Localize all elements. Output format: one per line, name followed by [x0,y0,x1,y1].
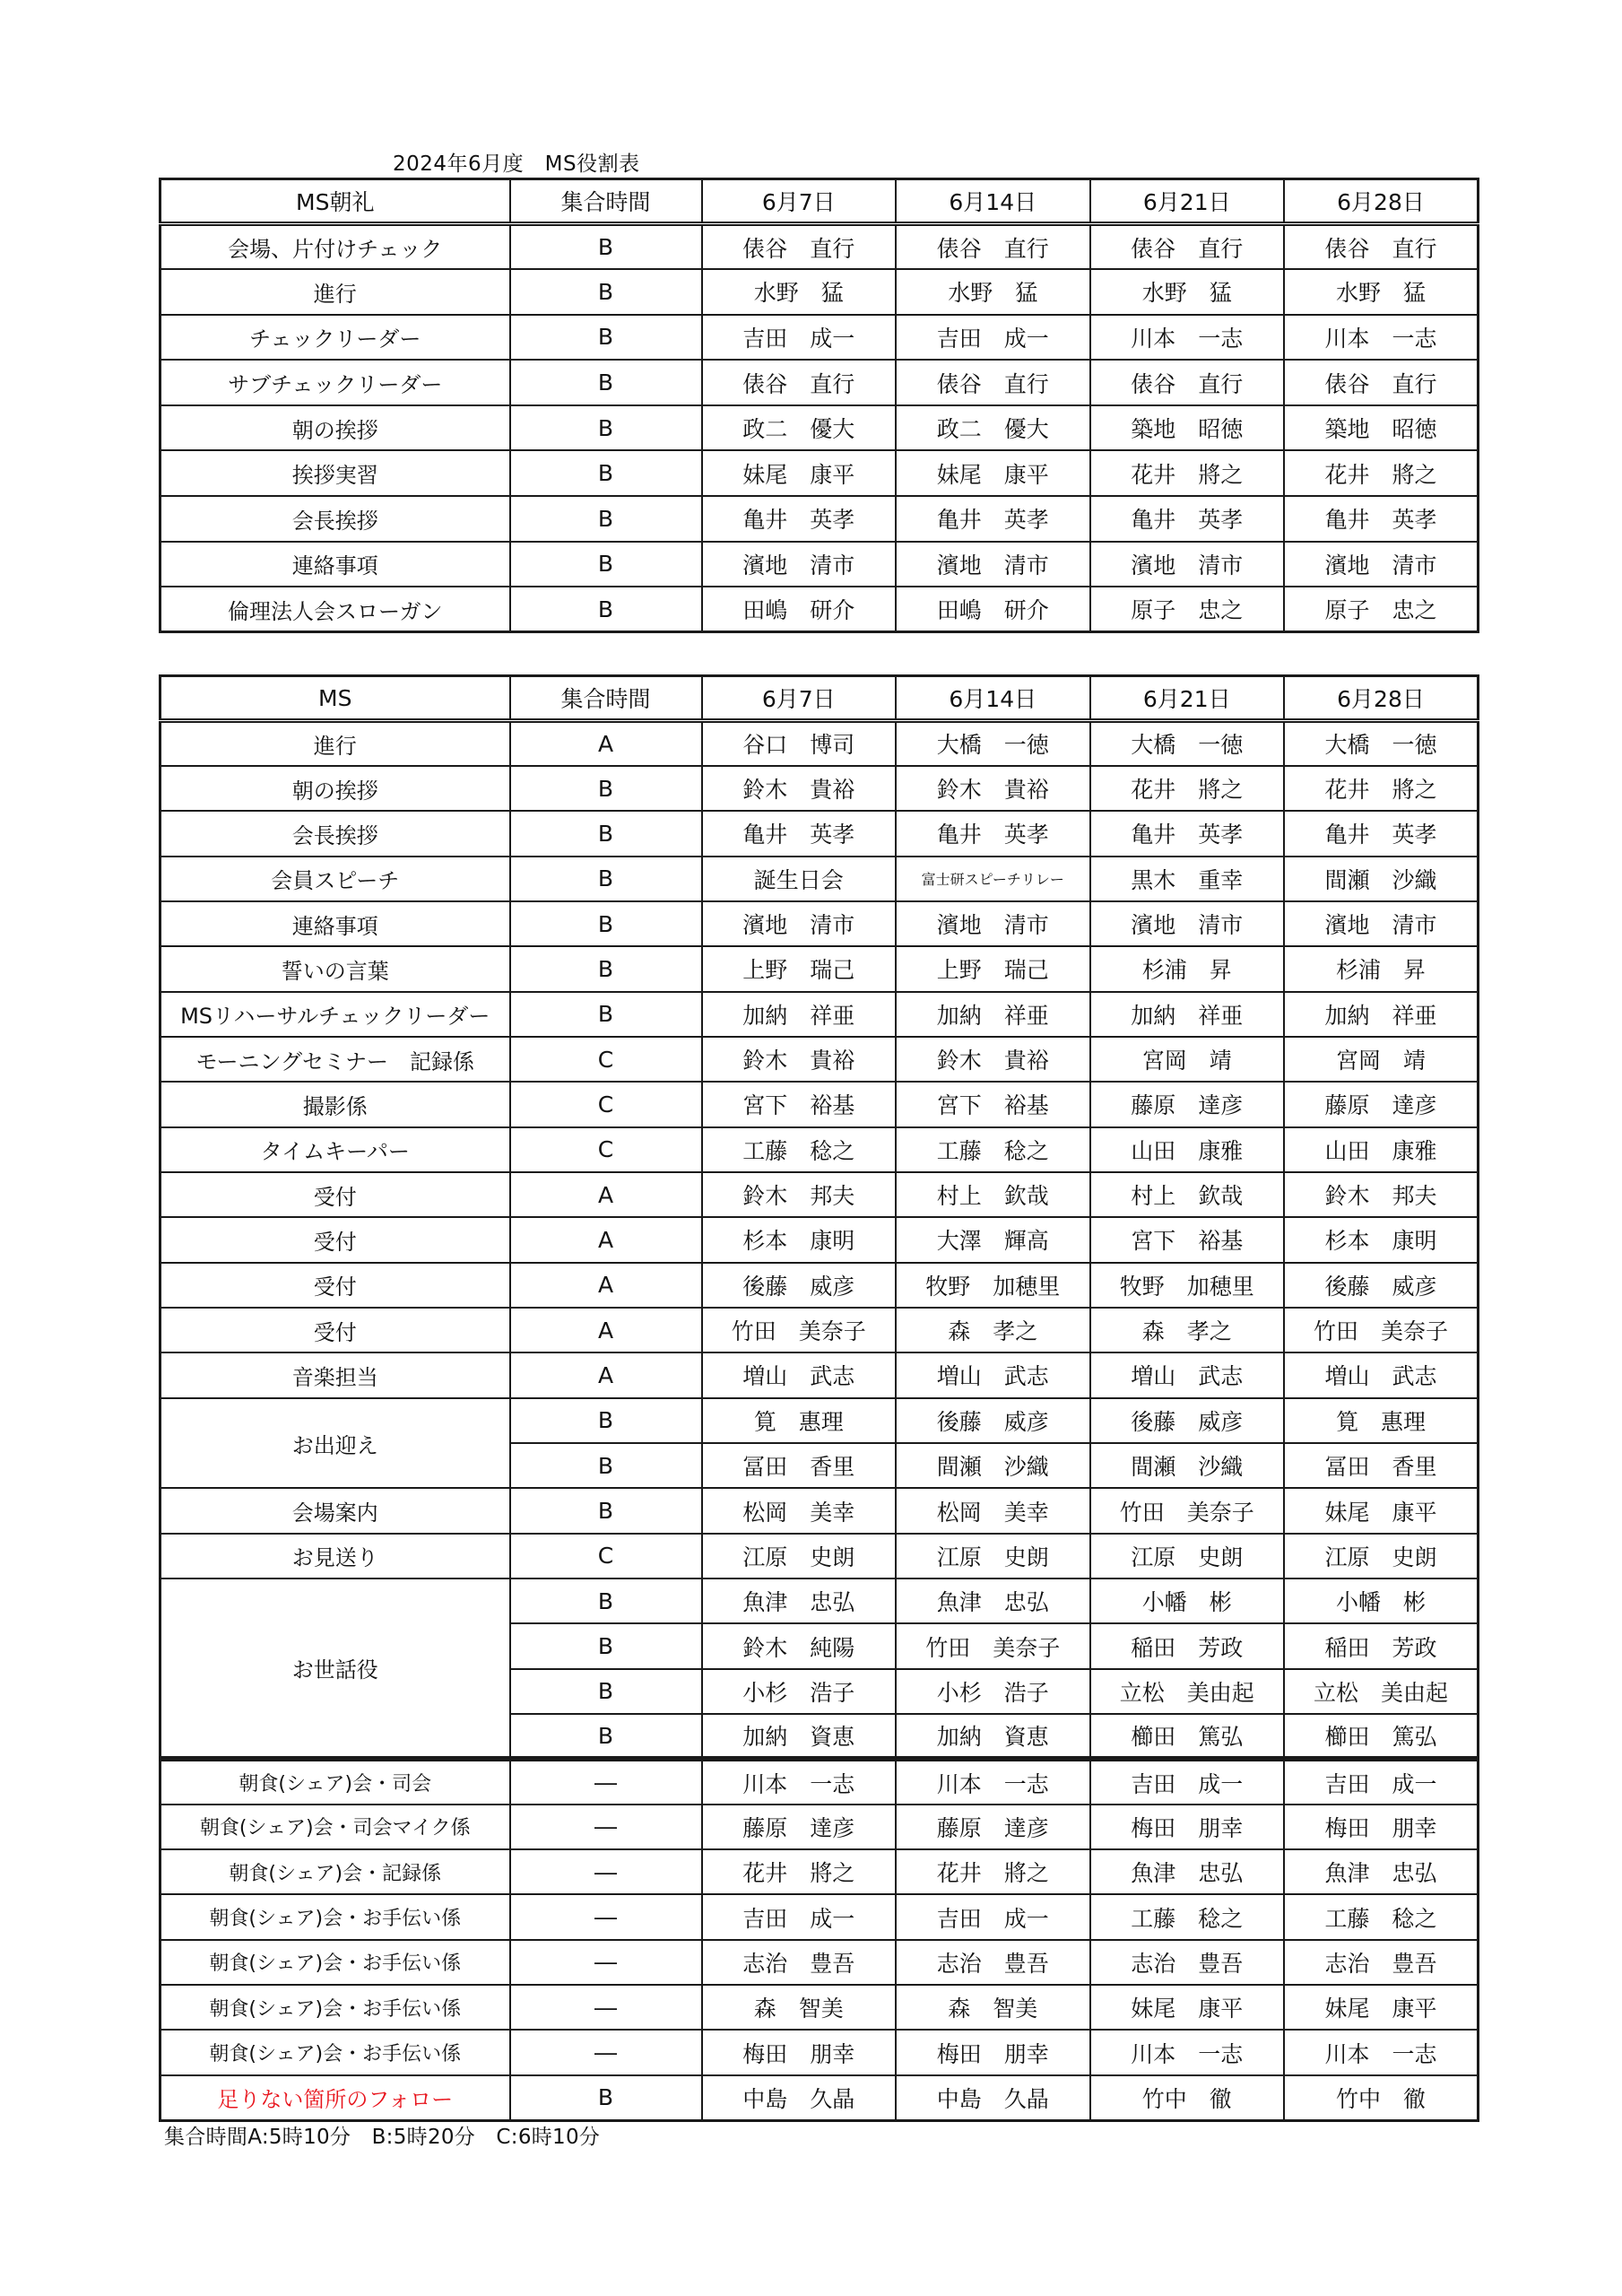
assembly-time-cell: A [510,1172,702,1217]
table-row [160,1805,1479,1849]
table-row [160,1308,1479,1352]
assembly-time-cell: C [510,1534,702,1578]
assignee-cell: 櫛田 篤弘 [1284,1714,1479,1759]
assignee-cell: 森 孝之 [896,1308,1090,1352]
assembly-time-cell: B [510,1578,702,1623]
assignee-cell: 竹田 美奈子 [896,1623,1090,1668]
assignee-cell: 川本 一志 [1090,2030,1285,2074]
assignee-cell: 増山 武志 [896,1352,1090,1397]
assignee-cell: 宮岡 靖 [1284,1037,1479,1082]
assembly-time-cell: B [510,315,702,361]
assignee-cell: 江原 史朗 [896,1534,1090,1578]
assignee-cell: 宮岡 靖 [1090,1037,1285,1082]
assignee-cell: 鈴木 純陽 [702,1623,897,1668]
assignee-cell: 吉田 成一 [1090,1759,1285,1804]
assignee-cell: 小杉 浩子 [702,1669,897,1714]
assignee-cell: 後藤 威彦 [1284,1263,1479,1308]
assignee-cell: 中島 久晶 [702,2075,897,2120]
assignee-cell: 亀井 英孝 [1284,811,1479,856]
assignee-cell: 筧 惠理 [702,1398,897,1443]
assignee-cell: 田嶋 研介 [896,587,1090,632]
assignee-cell: 花井 將之 [1090,450,1285,496]
assignee-cell: 妹尾 康平 [702,450,897,496]
assignee-cell: 小幡 彬 [1284,1578,1479,1623]
assignee-cell: 政二 優大 [702,405,897,451]
table-row [160,901,1479,946]
role-cell: 朝食(シェア)会・お手伝い係 [160,1940,510,1985]
assignee-cell: 大澤 輝高 [896,1217,1090,1262]
role-cell: 会場、片付けチェック [160,224,510,270]
assignee-cell: 吉田 成一 [896,1894,1090,1939]
assignee-cell: 杉本 康明 [702,1217,897,1262]
table-row [160,315,1479,361]
header-date: 6月21日 [1090,676,1285,721]
assignee-cell: 妹尾 康平 [896,450,1090,496]
table-row [160,1263,1479,1308]
assignee-cell: 小杉 浩子 [896,1669,1090,1714]
assembly-time-cell: B [510,405,702,451]
role-cell: 会長挨拶 [160,811,510,856]
assembly-time-cell: B [510,1669,702,1714]
assignee-cell: 宮下 裕基 [1090,1217,1285,1262]
table-row [160,1578,1479,1623]
assignee-cell: 水野 猛 [702,269,897,315]
role-cell: 撮影係 [160,1082,510,1126]
role-cell: お世話役 [160,1578,510,1759]
assignee-cell: 濱地 清市 [702,542,897,587]
assembly-time-cell: B [510,269,702,315]
assignee-cell: 増山 武志 [1090,1352,1285,1397]
assignee-cell: 築地 昭徳 [1284,405,1479,451]
assignee-cell: 花井 將之 [1284,450,1479,496]
assembly-time-cell: C [510,1127,702,1172]
assembly-time-cell: ― [510,1985,702,2030]
role-cell: 会場案内 [160,1488,510,1533]
role-cell: 進行 [160,269,510,315]
assignee-cell: 亀井 英孝 [896,811,1090,856]
assignee-cell: 亀井 英孝 [702,811,897,856]
assignee-cell: 増山 武志 [1284,1352,1479,1397]
assignee-cell: 志治 豊吾 [702,1940,897,1985]
assignee-cell: 森 智美 [896,1985,1090,2030]
role-cell: 進行 [160,721,510,766]
assembly-time-cell: C [510,1037,702,1082]
assignee-cell: 川本 一志 [1284,2030,1479,2074]
assignee-cell: 藤原 達彦 [896,1805,1090,1849]
assignee-cell: 濱地 清市 [1090,542,1285,587]
assignee-cell: 竹田 美奈子 [702,1308,897,1352]
assignee-cell: 鈴木 貴裕 [702,1037,897,1082]
role-cell: タイムキーパー [160,1127,510,1172]
assignee-cell: 原子 忠之 [1090,587,1285,632]
assignee-cell: 濱地 清市 [896,901,1090,946]
header-time: 集合時間 [510,179,702,224]
assembly-time-cell: B [510,450,702,496]
assignee-cell: 魚津 忠弘 [896,1578,1090,1623]
role-cell: 朝食(シェア)会・お手伝い係 [160,1894,510,1939]
assembly-time-cell: B [510,901,702,946]
table-row [160,1985,1479,2030]
assignee-cell: 水野 猛 [1284,269,1479,315]
assembly-time-cell: A [510,1217,702,1262]
assignee-cell: 中島 久晶 [896,2075,1090,2120]
assignee-cell: 妹尾 康平 [1090,1985,1285,2030]
table-row [160,1082,1479,1126]
assignee-cell: 竹田 美奈子 [1090,1488,1285,1533]
assignee-cell: 川本 一志 [1284,315,1479,361]
assignee-cell: 藤原 達彦 [1090,1082,1285,1126]
assignee-cell: 工藤 稔之 [1090,1894,1285,1939]
table-row [160,766,1479,811]
table-row [160,1037,1479,1082]
header-date: 6月14日 [896,179,1090,224]
assembly-time-cell: ― [510,1894,702,1939]
assembly-time-cell: B [510,496,702,542]
header-date: 6月7日 [702,179,897,224]
assignee-cell: 田嶋 研介 [702,587,897,632]
assignee-cell: 杉浦 昇 [1284,946,1479,991]
assignee-cell: 亀井 英孝 [702,496,897,542]
assignee-cell: 築地 昭徳 [1090,405,1285,451]
assembly-time-cell: B [510,946,702,991]
role-cell: MSリハーサルチェックリーダー [160,992,510,1037]
table-row [160,857,1479,901]
assignee-cell: 亀井 英孝 [1284,496,1479,542]
table-row [160,360,1479,405]
assignee-cell: 小幡 彬 [1090,1578,1285,1623]
assembly-time-cell: B [510,2075,702,2120]
assembly-time-cell: B [510,766,702,811]
assignee-cell: 加納 資恵 [896,1714,1090,1759]
table-row [160,1534,1479,1578]
assignee-cell: 亀井 英孝 [896,496,1090,542]
table-row [160,450,1479,496]
assembly-time-cell: B [510,1714,702,1759]
table-row [160,721,1479,766]
table-row [160,2075,1479,2120]
header-role: MS朝礼 [160,179,510,224]
role-cell: モーニングセミナー 記録係 [160,1037,510,1082]
assignee-cell: 濱地 清市 [1090,901,1285,946]
assignee-cell: 川本 一志 [1090,315,1285,361]
assignee-cell: 吉田 成一 [896,315,1090,361]
assignee-cell: 梅田 朋幸 [1284,1805,1479,1849]
header-date: 6月28日 [1284,676,1479,721]
role-cell: 会長挨拶 [160,496,510,542]
assignee-cell: 冨田 香里 [1284,1443,1479,1488]
assignee-cell: 筧 惠理 [1284,1398,1479,1443]
table-row [160,2030,1479,2074]
table-header-row [160,179,1479,224]
role-cell: 音楽担当 [160,1352,510,1397]
assignee-cell: 間瀬 沙織 [896,1443,1090,1488]
assignee-cell: 牧野 加穂里 [896,1263,1090,1308]
assignee-cell: 加納 祥亜 [896,992,1090,1037]
assembly-time-cell: ― [510,1805,702,1849]
assembly-time-cell: ― [510,2030,702,2074]
role-cell: チェックリーダー [160,315,510,361]
role-cell: 朝食(シェア)会・お手伝い係 [160,1985,510,2030]
assembly-time-cell: B [510,587,702,632]
assembly-time-cell: ― [510,1849,702,1894]
table-header-row [160,676,1479,721]
assembly-time-cell: B [510,360,702,405]
role-cell: お見送り [160,1534,510,1578]
header-time: 集合時間 [510,676,702,721]
assignee-cell: 大橋 一徳 [1284,721,1479,766]
assignee-cell: 宮下 裕基 [896,1082,1090,1126]
assignee-cell: 山田 康雅 [1090,1127,1285,1172]
assignee-cell: 亀井 英孝 [1090,811,1285,856]
table-row [160,1894,1479,1939]
assignee-cell: 梅田 朋幸 [896,2030,1090,2074]
table-row [160,1352,1479,1397]
assignee-cell: 俵谷 直行 [1284,360,1479,405]
assignee-cell: 俵谷 直行 [702,224,897,270]
assignee-cell: 俵谷 直行 [896,360,1090,405]
assembly-time-cell: B [510,224,702,270]
role-cell: 受付 [160,1308,510,1352]
assembly-time-cell: ― [510,1940,702,1985]
assignee-cell: 工藤 稔之 [1284,1894,1479,1939]
assignee-cell: 川本 一志 [896,1759,1090,1804]
assignee-cell: 鈴木 貴裕 [896,766,1090,811]
assignee-cell: 上野 瑞己 [702,946,897,991]
assembly-time-cell: A [510,721,702,766]
assignee-cell: 工藤 稔之 [702,1127,897,1172]
assembly-time-cell: A [510,1263,702,1308]
assignee-cell: 誕生日会 [702,857,897,901]
assignee-cell: 牧野 加穂里 [1090,1263,1285,1308]
assembly-time-cell: B [510,811,702,856]
assignee-cell: 吉田 成一 [1284,1759,1479,1804]
ms-chorei-table [159,178,1479,633]
assignee-cell: 松岡 美幸 [896,1488,1090,1533]
role-cell: 連絡事項 [160,901,510,946]
assembly-time-cell: ― [510,1759,702,1804]
assignee-cell: 俵谷 直行 [1090,224,1285,270]
assignee-cell: 濱地 清市 [1284,901,1479,946]
assignee-cell: 杉本 康明 [1284,1217,1479,1262]
role-cell: 会員スピーチ [160,857,510,901]
role-cell: 受付 [160,1172,510,1217]
table-row [160,224,1479,270]
assignee-cell: 大橋 一徳 [1090,721,1285,766]
assignee-cell: 加納 祥亜 [1284,992,1479,1037]
assembly-time-cell: B [510,1488,702,1533]
role-cell: 朝の挨拶 [160,766,510,811]
assembly-time-cell: A [510,1352,702,1397]
role-cell: 挨拶実習 [160,450,510,496]
role-cell: 誓いの言葉 [160,946,510,991]
assignee-cell: 後藤 威彦 [702,1263,897,1308]
assignee-cell: 吉田 成一 [702,1894,897,1939]
role-cell: サブチェックリーダー [160,360,510,405]
assignee-cell: 村上 欽哉 [896,1172,1090,1217]
assignee-cell: 濱地 清市 [1284,542,1479,587]
assignee-cell: 亀井 英孝 [1090,496,1285,542]
table-row [160,1940,1479,1985]
assembly-time-cell: B [510,542,702,587]
assignee-cell: 大橋 一徳 [896,721,1090,766]
assignee-cell: 間瀬 沙織 [1090,1443,1285,1488]
assignee-cell: 森 智美 [702,1985,897,2030]
role-cell: 受付 [160,1263,510,1308]
assignee-cell: 藤原 達彦 [1284,1082,1479,1126]
assignee-cell: 後藤 威彦 [896,1398,1090,1443]
assignee-cell: 竹中 徹 [1284,2075,1479,2120]
assignee-cell: 魚津 忠弘 [702,1578,897,1623]
role-cell: 朝食(シェア)会・司会マイク係 [160,1805,510,1849]
header-date: 6月28日 [1284,179,1479,224]
role-cell: 受付 [160,1217,510,1262]
assembly-time-cell: A [510,1308,702,1352]
assignee-cell: 冨田 香里 [702,1443,897,1488]
assignee-cell: 魚津 忠弘 [1284,1849,1479,1894]
table-row [160,1488,1479,1533]
header-date: 6月14日 [896,676,1090,721]
assignee-cell: 鈴木 邦夫 [702,1172,897,1217]
table-row [160,542,1479,587]
assignee-cell: 藤原 達彦 [702,1805,897,1849]
assembly-time-cell: B [510,1623,702,1668]
assignee-cell: 川本 一志 [702,1759,897,1804]
document-title: 2024年6月度 MS役割表 [393,152,640,176]
assignee-cell: 上野 瑞己 [896,946,1090,991]
assignee-cell: 政二 優大 [896,405,1090,451]
table-row [160,269,1479,315]
assignee-cell: 濱地 清市 [896,542,1090,587]
role-cell: 朝食(シェア)会・お手伝い係 [160,2030,510,2074]
assignee-cell: 間瀬 沙織 [1284,857,1479,901]
role-cell: 朝の挨拶 [160,405,510,451]
assignee-cell: 宮下 裕基 [702,1082,897,1126]
assignee-cell: 水野 猛 [1090,269,1285,315]
table-row [160,1217,1479,1262]
assignee-cell: 富士研スピーチリレー [896,857,1090,901]
assignee-cell: 工藤 稔之 [896,1127,1090,1172]
assignee-cell: 加納 祥亜 [702,992,897,1037]
table-row [160,587,1479,632]
assignee-cell: 櫛田 篤弘 [1090,1714,1285,1759]
assignee-cell: 山田 康雅 [1284,1127,1479,1172]
header-role: MS [160,676,510,721]
assignee-cell: 稲田 芳政 [1090,1623,1285,1668]
table-row [160,1127,1479,1172]
assignee-cell: 竹田 美奈子 [1284,1308,1479,1352]
role-cell: 朝食(シェア)会・記録係 [160,1849,510,1894]
header-date: 6月7日 [702,676,897,721]
assignee-cell: 水野 猛 [896,269,1090,315]
assignee-cell: 志治 豊吾 [1284,1940,1479,1985]
assignee-cell: 江原 史朗 [1090,1534,1285,1578]
table-row [160,405,1479,451]
time-legend: 集合時間A:5時10分 B:5時20分 C:6時10分 [164,2126,601,2149]
role-cell: 足りない箇所のフォロー [160,2075,510,2120]
assembly-time-cell: B [510,1443,702,1488]
assignee-cell: 江原 史朗 [1284,1534,1479,1578]
assignee-cell: 濱地 清市 [702,901,897,946]
assignee-cell: 谷口 博司 [702,721,897,766]
role-cell: 倫理法人会スローガン [160,587,510,632]
assignee-cell: 花井 將之 [896,1849,1090,1894]
assignee-cell: 加納 祥亜 [1090,992,1285,1037]
assignee-cell: 稲田 芳政 [1284,1623,1479,1668]
assembly-time-cell: B [510,992,702,1037]
assignee-cell: 鈴木 貴裕 [896,1037,1090,1082]
assignee-cell: 村上 欽哉 [1090,1172,1285,1217]
assignee-cell: 梅田 朋幸 [702,2030,897,2074]
assignee-cell: 志治 豊吾 [896,1940,1090,1985]
assignee-cell: 俵谷 直行 [1284,224,1479,270]
assignee-cell: 江原 史朗 [702,1534,897,1578]
assignee-cell: 梅田 朋幸 [1090,1805,1285,1849]
role-cell: 連絡事項 [160,542,510,587]
assignee-cell: 吉田 成一 [702,315,897,361]
assignee-cell: 志治 豊吾 [1090,1940,1285,1985]
assignee-cell: 森 孝之 [1090,1308,1285,1352]
assignee-cell: 俵谷 直行 [702,360,897,405]
assignee-cell: 花井 將之 [1090,766,1285,811]
assignee-cell: 俵谷 直行 [896,224,1090,270]
assignee-cell: 加納 資恵 [702,1714,897,1759]
assembly-time-cell: C [510,1082,702,1126]
table-row [160,1849,1479,1894]
assignee-cell: 花井 將之 [1284,766,1479,811]
table-row [160,1172,1479,1217]
assignee-cell: 黒木 重幸 [1090,857,1285,901]
assignee-cell: 後藤 威彦 [1090,1398,1285,1443]
assignee-cell: 杉浦 昇 [1090,946,1285,991]
assignee-cell: 魚津 忠弘 [1090,1849,1285,1894]
table-row [160,496,1479,542]
assembly-time-cell: B [510,857,702,901]
assignee-cell: 竹中 徹 [1090,2075,1285,2120]
assignee-cell: 松岡 美幸 [702,1488,897,1533]
assignee-cell: 鈴木 邦夫 [1284,1172,1479,1217]
assignee-cell: 原子 忠之 [1284,587,1479,632]
assignee-cell: 増山 武志 [702,1352,897,1397]
assignee-cell: 立松 美由起 [1090,1669,1285,1714]
assignee-cell: 立松 美由起 [1284,1669,1479,1714]
assignee-cell: 鈴木 貴裕 [702,766,897,811]
table-row [160,946,1479,991]
header-date: 6月21日 [1090,179,1285,224]
assignee-cell: 花井 將之 [702,1849,897,1894]
assignee-cell: 妹尾 康平 [1284,1985,1479,2030]
assignee-cell: 妹尾 康平 [1284,1488,1479,1533]
assignee-cell: 俵谷 直行 [1090,360,1285,405]
ms-table [159,674,1479,2122]
table-row [160,992,1479,1037]
role-cell: 朝食(シェア)会・司会 [160,1759,510,1804]
table-row [160,1398,1479,1443]
table-row [160,811,1479,856]
table-row [160,1759,1479,1804]
role-cell: お出迎え [160,1398,510,1489]
assembly-time-cell: B [510,1398,702,1443]
